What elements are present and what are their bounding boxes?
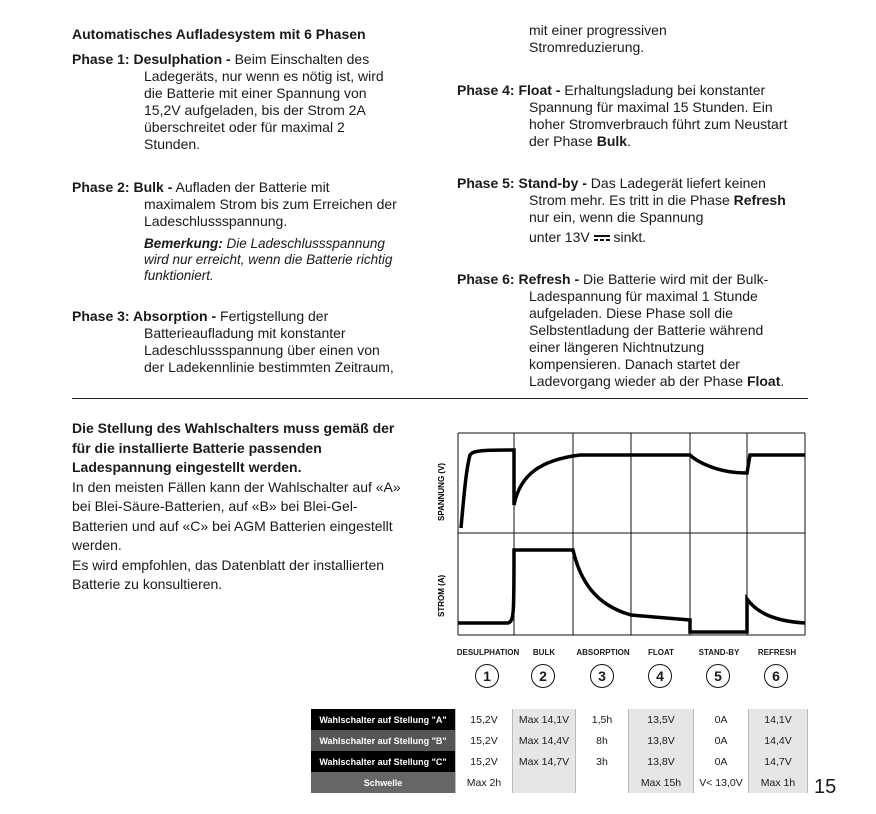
phase3-line: Batterieaufladung mit konstanter — [144, 325, 346, 341]
selector-bold-line: Ladespannung eingestellt werden. — [72, 459, 302, 475]
table-cell: 14,4V — [749, 730, 808, 751]
phase6-block — [457, 271, 807, 390]
selector-line: werden. — [72, 537, 122, 553]
phase1-line: überschreitet oder für maximal 2 — [144, 119, 345, 135]
table-row — [311, 751, 808, 772]
table-cell: 13,5V — [629, 709, 694, 730]
selector-bold-line: Die Stellung des Wahlschalters muss gemäß der — [72, 420, 395, 436]
table-cell: 14,1V — [749, 709, 808, 730]
phase4-line: Spannung für maximal 15 Stunden. Ein — [529, 99, 773, 115]
table-cell: 8h — [576, 730, 629, 751]
selector-info-block — [72, 419, 422, 595]
phase4-block — [457, 82, 807, 150]
table-cell: 15,2V — [456, 730, 513, 751]
phase5-label: Phase 5: Stand-by - — [457, 175, 587, 191]
phase3-block — [72, 308, 432, 376]
table-row — [311, 709, 808, 730]
phase6-line: Ladespannung für maximal 1 Stunde — [529, 288, 758, 304]
dc-symbol-icon — [594, 234, 610, 242]
phase6-label: Phase 6: Refresh - — [457, 271, 580, 287]
note-label: Bemerkung: — [144, 236, 223, 251]
phase-label-refresh: REFRESH — [757, 648, 797, 657]
table-row — [311, 730, 808, 751]
voltage-axis-label: SPANNUNG (V) — [437, 462, 446, 521]
continuation-line: mit einer progressiven — [529, 22, 667, 38]
current-axis-label: STROM (A) — [437, 574, 446, 617]
phase-label-float: FLOAT — [647, 648, 675, 657]
voltage-curve — [461, 450, 805, 528]
phase4-line: der Phase Bulk. — [529, 133, 631, 149]
selector-line: bei Blei-Säure-Batterien, auf «B» bei Blei-Gel- — [72, 498, 358, 514]
phase2-label: Phase 2: Bulk - — [72, 179, 173, 195]
phase5-line: Strom mehr. Es tritt in die Phase Refresh — [529, 192, 786, 208]
table-cell: Max 2h — [456, 772, 513, 793]
table-cell: Max 1h — [749, 772, 808, 793]
page-number: 15 — [814, 776, 837, 798]
phase5-block — [457, 175, 807, 246]
table-cell: V< 13,0V — [694, 772, 749, 793]
phase6-line: Ladevorgang wieder ab der Phase Float. — [529, 373, 785, 389]
table-cell: Max 14,1V — [513, 709, 576, 730]
phase2-block — [72, 179, 432, 284]
phase1-line: Ladegeräts, nur wenn es nötig ist, wird — [144, 68, 384, 84]
phase5-line: unter 13V sinkt. — [529, 229, 647, 245]
phase3-line: Ladeschlussspannung über einen von — [144, 342, 380, 358]
settings-table — [311, 709, 808, 793]
note-block — [72, 236, 432, 284]
table-row — [311, 772, 808, 793]
phase1-line: die Batterie mit einer Spannung von — [144, 85, 367, 101]
phase6-line: einer längeren Nichtnutzung — [529, 339, 705, 355]
phase1-label: Phase 1: Desulphation - — [72, 51, 231, 67]
row-header: Wahlschalter auf Stellung "C" — [311, 751, 456, 772]
table-cell: 1,5h — [576, 709, 629, 730]
phase3-continuation — [529, 22, 809, 56]
row-header: Schwelle — [311, 772, 456, 793]
section-divider — [72, 398, 808, 399]
table-cell: 0A — [694, 730, 749, 751]
phase6-line: Selbstentladung der Batterie während — [529, 322, 764, 338]
table-cell: 0A — [694, 709, 749, 730]
continuation-line: Stromreduzierung. — [529, 39, 645, 55]
selector-line: Batterie zu konsultieren. — [72, 576, 223, 592]
phase-number-badge: 3 — [590, 664, 614, 688]
table-cell — [513, 772, 576, 793]
table-cell: Max 14,7V — [513, 751, 576, 772]
phase3-text: Fertigstellung der — [216, 308, 329, 324]
phase6-text: Die Batterie wird mit der Bulk- — [579, 271, 769, 287]
phase-label-desulphation: DESULPHATION — [456, 648, 520, 657]
phase2-line: Ladeschlussspannung. — [144, 213, 288, 229]
note-line: wird nur erreicht, wenn die Batterie richtig — [144, 252, 393, 267]
phase2-text: Aufladen der Batterie mit — [172, 179, 330, 195]
phase-label-absorption: ABSORPTION — [576, 648, 630, 657]
phase-number-badge: 4 — [648, 664, 672, 688]
phase6-line: aufgeladen. Diese Phase soll die — [529, 305, 733, 321]
table-cell — [576, 772, 629, 793]
table-cell: Max 14,4V — [513, 730, 576, 751]
phase1-line: 15,2V aufgeladen, bis der Strom 2A — [144, 102, 366, 118]
table-cell: Max 15h — [629, 772, 694, 793]
selector-line: Es wird empfohlen, das Datenblatt der installierten — [72, 556, 385, 573]
phase-number-badge: 6 — [764, 664, 788, 688]
phase4-text: Erhaltungsladung bei konstanter — [560, 82, 766, 98]
table-cell: 14,7V — [749, 751, 808, 772]
table-cell: 15,2V — [456, 751, 513, 772]
table-cell: 3h — [576, 751, 629, 772]
phase-number-badge: 5 — [706, 664, 730, 688]
table-cell: 0A — [694, 751, 749, 772]
phase1-block — [72, 51, 432, 153]
phase5-line: nur ein, wenn die Spannung — [529, 209, 704, 225]
phase4-line: hoher Stromverbrauch führt zum Neustart — [529, 116, 788, 132]
charging-curve-diagram — [430, 425, 820, 645]
selector-line: Batterien und auf «C» bei AGM Batterien eingestellt — [72, 517, 393, 534]
table-cell: 15,2V — [456, 709, 513, 730]
selector-bold-line: für die installierte Batterie passenden — [72, 439, 322, 456]
phase1-line: Stunden. — [144, 136, 201, 152]
phase-label-standby: STAND-BY — [698, 648, 740, 657]
phase6-line: kompensieren. Danach startet der — [529, 356, 740, 372]
section-title: Automatisches Aufladesystem mit 6 Phasen — [72, 26, 366, 42]
table-cell: 13,8V — [629, 751, 694, 772]
phase-number-badge: 1 — [475, 664, 499, 688]
phase4-label: Phase 4: Float - — [457, 82, 561, 98]
phase5-text: Das Ladegerät liefert keinen — [586, 175, 766, 191]
phase3-line: der Ladekennlinie bestimmten Zeitraum, — [144, 359, 394, 375]
selector-line: In den meisten Fällen kann der Wahlschalter auf «A» — [72, 478, 401, 495]
note-text: Die Ladeschlussspannung — [222, 236, 385, 251]
row-header: Wahlschalter auf Stellung "B" — [311, 730, 456, 751]
table-cell: 13,8V — [629, 730, 694, 751]
phase2-line: maximalem Strom bis zum Erreichen der — [144, 196, 397, 212]
phase3-label: Phase 3: Absorption - — [72, 308, 217, 324]
phase-label-bulk: BULK — [532, 648, 556, 657]
note-line: funktioniert. — [144, 268, 214, 283]
phase-number-badge: 2 — [531, 664, 555, 688]
row-header: Wahlschalter auf Stellung "A" — [311, 709, 456, 730]
phase1-text: Beim Einschalten des — [230, 51, 370, 67]
